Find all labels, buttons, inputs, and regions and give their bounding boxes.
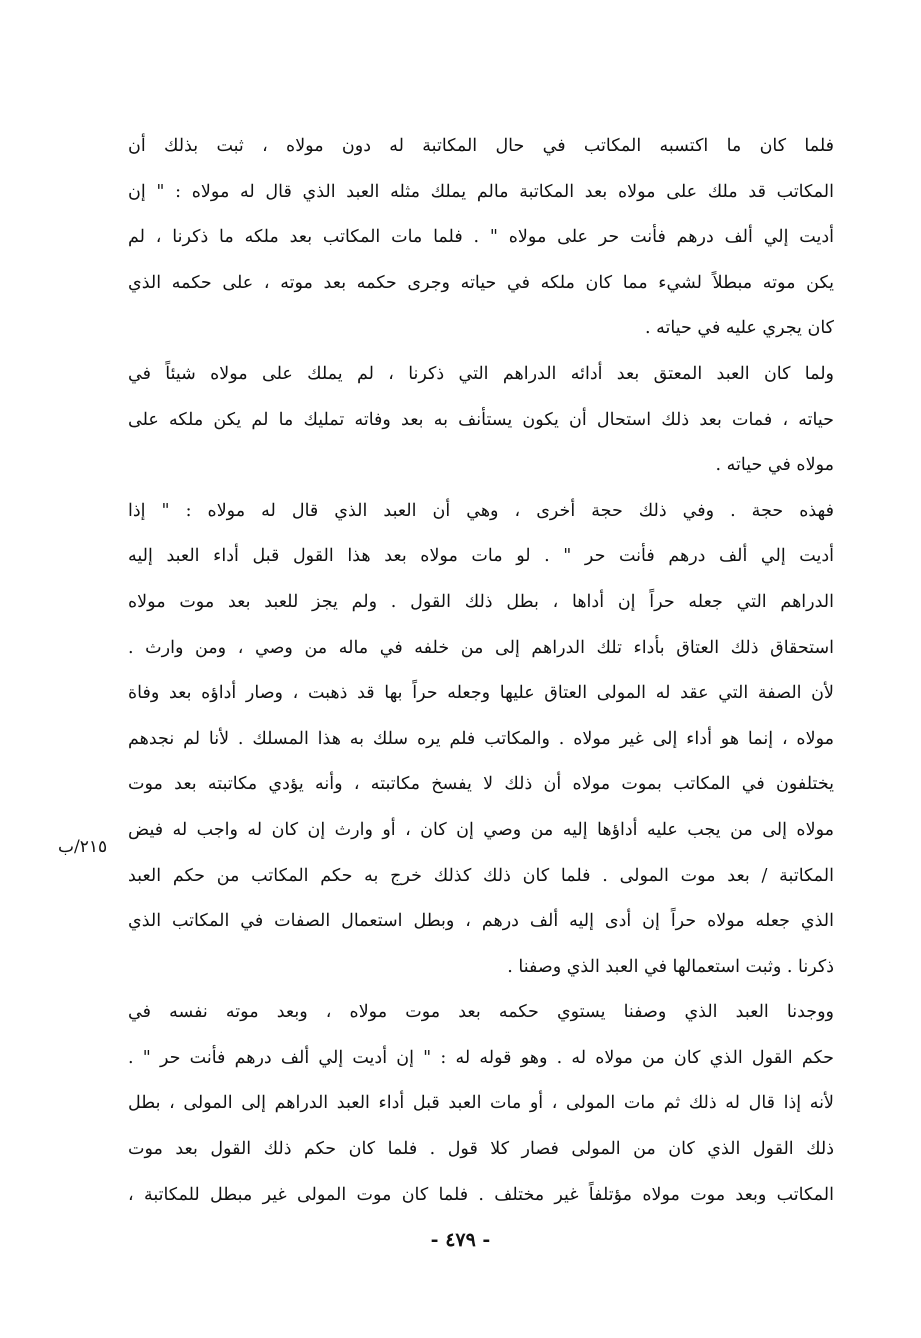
text-line: فلما كان ما اكتسبه المكاتب في حال المكاتبة له دون مولاه ، ثبت بذلك أن — [128, 136, 834, 156]
text-line: يكن موته مبطلاً لشيء مما كان ملكه في حياته وجرى حكمه بعد موته ، على حكمه الذي — [128, 272, 834, 293]
text-line: لأنه إذا قال له ذلك ثم مات المولى ، أو مات العبد قبل أداء العبد الدراهم إلى المولى ، بطل — [128, 1093, 834, 1114]
text-line: المكاتبة / بعد موت المولى . فلما كان ذلك كذلك خرج به حكم المكاتب من حكم العبد — [128, 865, 834, 886]
text-line: المكاتب وبعد موت مولاه مؤتلفاً غير مختلف . فلما كان موت المولى غير مبطل للمكاتبة ، — [128, 1184, 834, 1205]
text-line: مولاه إلى من يجب عليه أداؤها إليه من وصي إن كان ، أو وارث إن كان له واجب له فيض — [128, 819, 834, 840]
page-number: - ٤٧٩ - — [430, 1229, 491, 1251]
text-line: ولما كان العبد المعتق بعد أدائه الدراهم التي ذكرنا ، لم يملك على مولاه شيئاً في — [128, 363, 834, 384]
text-line: أديت إلي ألف درهم فأنت حر على مولاه " . فلما مات المكاتب بعد ملكه ما ذكرنا ، لم — [128, 227, 834, 248]
manuscript-folio-note: ٢١٥/ب — [58, 837, 108, 857]
text-line: حكم القول الذي كان من مولاه له . وهو قوله له : " إن أديت إلي ألف درهم فأنت حر " . — [128, 1047, 834, 1068]
text-line: ذلك القول الذي كان من المولى فصار كلا قول . فلما كان حكم ذلك القول بعد موت — [128, 1139, 834, 1160]
text-line: كان يجري عليه في حياته . — [645, 318, 834, 339]
text-line: حياته ، فمات بعد ذلك استحال أن يكون يستأنف به بعد وفاته تمليك ما لم يكن ملكه على — [128, 409, 834, 430]
text-line: ذكرنا . وثبت استعمالها في العبد الذي وصفنا . — [507, 956, 834, 977]
body-text — [128, 124, 834, 1218]
text-line: الذي جعله مولاه حراً إن أدى إليه ألف درهم ، وبطل استعمال الصفات في المكاتب الذي — [128, 911, 834, 932]
text-line: المكاتب قد ملك على مولاه بعد المكاتبة مالم يملك مثله العبد الذي قال له مولاه : " إن — [128, 181, 834, 202]
text-line: ووجدنا العبد الذي وصفنا يستوي حكمه بعد موت مولاه ، وبعد موته نفسه في — [128, 1002, 834, 1023]
text-line: استحقاق ذلك العتاق بأداء تلك الدراهم إلى من خلفه في ماله من وصي ، ومن وارث . — [128, 637, 834, 658]
text-line: فهذه حجة . وفي ذلك حجة أخرى ، وهي أن العبد الذي قال له مولاه : " إذا — [128, 500, 834, 521]
text-line: يختلفون في المكاتب بموت مولاه أن ذلك لا يفسخ مكاتبته ، وأنه يؤدي مكاتبته بعد موت — [128, 774, 834, 795]
text-line: لأن الصفة التي عقد له المولى العتاق عليها وجعله حراً بها قد ذهبت ، وصار أداؤه بعد وفاة — [128, 683, 834, 704]
text-line: مولاه ، إنما هو أداء إلى غير مولاه . والمكاتب فلم يره سلك به هذا المسلك . لأنا لم نجدهم — [128, 728, 834, 749]
text-line: الدراهم التي جعله حراً إن أداها ، بطل ذلك القول . ولم يجز للعبد بعد موت مولاه — [128, 591, 834, 612]
text-line: أديت إلي ألف درهم فأنت حر " . لو مات مولاه بعد هذا القول قبل أداء العبد إليه — [128, 546, 834, 567]
text-line: مولاه في حياته . — [715, 455, 834, 476]
